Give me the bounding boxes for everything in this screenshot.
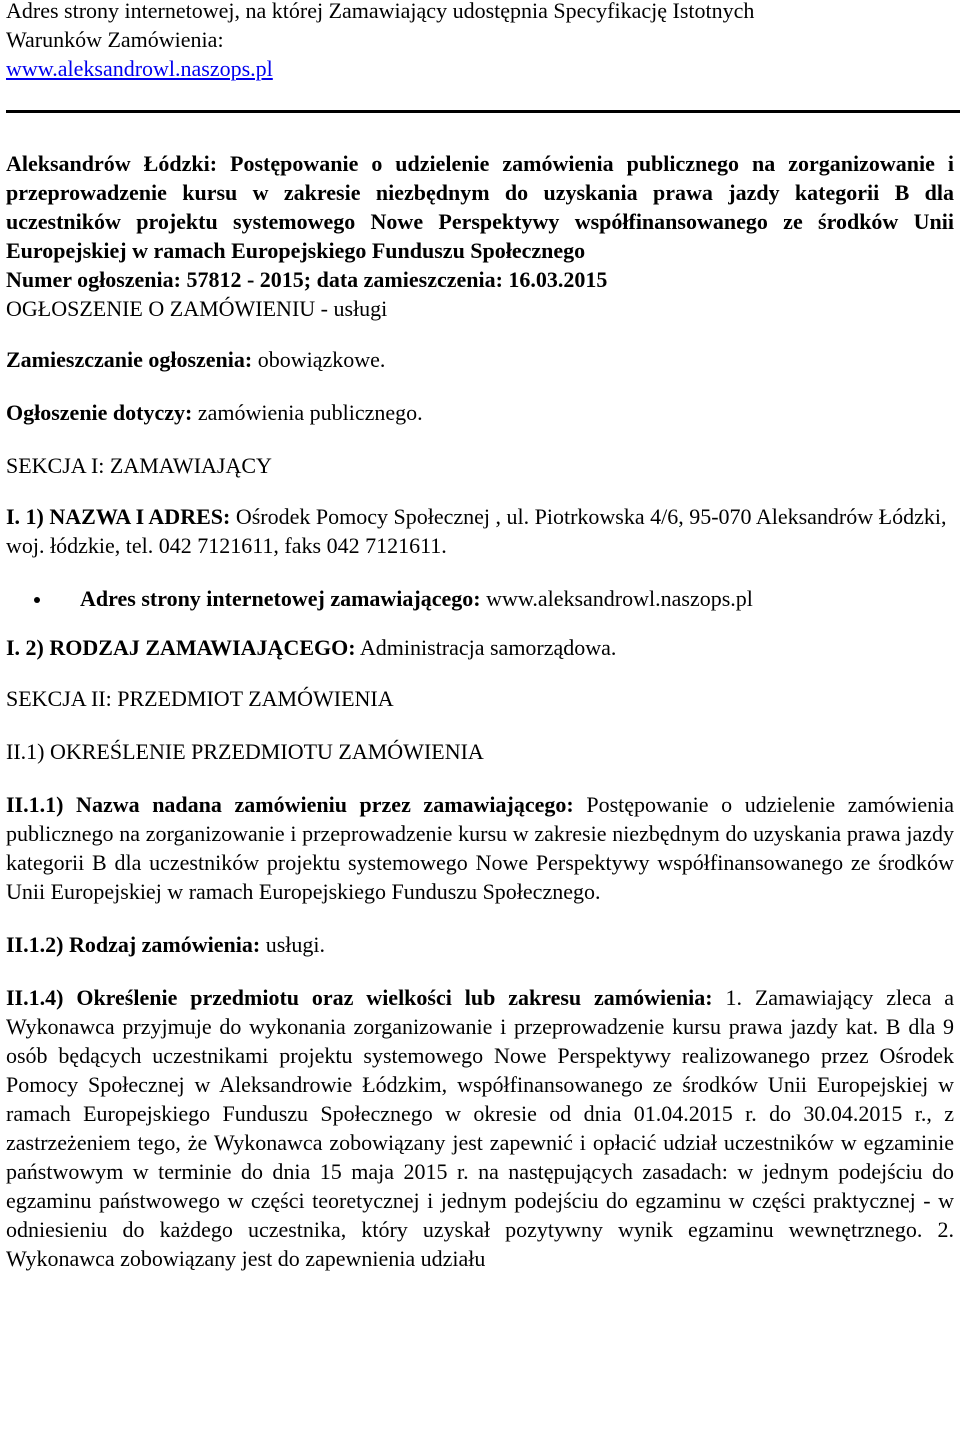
contract-name-paragraph: [6, 790, 954, 906]
notice-number-line: Numer ogłoszenia: 57812 - 2015; data zamieszczenia: 16.03.2015: [6, 267, 608, 292]
website-label: Adres strony internetowej zamawiającego:: [80, 586, 481, 611]
contract-scope-value: 1. Zamawiający zleca a Wykonawca przyjmuje do wykonania zorganizowanie i przeprowadzenie kursu prawa jazdy kat. B dla 9 osób będących uczestnikami projektu systemowego Nowe Perspektywy realizowanego przez Ośrodek Pomocy Społecznej w Aleksandrowie Łódzkim, współfinansowanego ze środków Unii Europejskiej w ramach Europejskiego Funduszu Społecznego w okresie od dnia 01.04.2015 r. do 30.04.2015 r., z zastrzeżeniem tego, że Wykonawca zobowiązany jest zapewnić i opłacić udział uczestników w egzaminie państwowym w terminie do dnia 15 maja 2015 r. na następujących zasadach: w jednym podejściu do egzaminu państwowego w części teoretycznej i jednym podejściu do egzaminu w części praktycznej - w odniesieniu do każdego uczestnika, który uzyskał pozytywny wynik egzaminu wewnętrznego. 2. Wykonawca zobowiązany jest do zapewnienia udziału: [6, 985, 955, 1271]
concerns-label: Ogłoszenie dotyczy:: [6, 400, 193, 425]
contracting-authority-name: [6, 502, 954, 560]
authority-type-line: [6, 633, 954, 662]
contract-kind-value: usługi.: [265, 932, 325, 957]
intro-text-line-2: Warunków Zamówienia:: [6, 27, 224, 52]
contract-kind-line: [6, 930, 954, 959]
placement-value: obowiązkowe.: [257, 347, 386, 372]
website-value: www.aleksandrowl.naszops.pl: [486, 586, 753, 611]
subject-subheading: II.1) OKREŚLENIE PRZEDMIOTU ZAMÓWIENIA: [6, 739, 484, 764]
document-page: [6, 0, 954, 1273]
concerns-value: zamówienia publicznego.: [197, 400, 423, 425]
concerns-line: [6, 398, 954, 427]
website-list-item: [6, 584, 954, 613]
horizontal-divider: [6, 110, 960, 113]
contract-kind-label: II.1.2) Rodzaj zamówienia:: [6, 932, 261, 957]
notice-type: OGŁOSZENIE O ZAMÓWIENIU - usługi: [6, 296, 388, 321]
placement-label: Zamieszczanie ogłoszenia:: [6, 347, 253, 372]
contract-name-value: Postępowanie o udzielenie zamówienia publicznego na zorganizowanie i przeprowadzenie kursu w zakresie niezbędnym do uzyskania prawa jazdy kategorii B dla uczestników projektu systemowego Nowe Perspektywy współfinansowanego ze środków Unii Europejskiej w ramach Europejskiego Funduszu Społecznego.: [6, 792, 955, 904]
authority-type-label: I. 2) RODZAJ ZAMAWIAJĄCEGO:: [6, 635, 356, 660]
bullet-icon: [34, 597, 40, 603]
authority-type-value: Administracja samorządowa.: [359, 635, 617, 660]
authority-name-value: Ośrodek Pomocy Społecznej , ul. Piotrkowska 4/6, 95-070 Aleksandrów Łódzki, woj. łódzkie, tel. 042 7121611, faks 042 7121611.: [6, 504, 947, 558]
contract-name-label: II.1.1) Nazwa nadana zamówieniu przez zamawiającego:: [6, 792, 574, 817]
contract-scope-paragraph: [6, 983, 954, 1273]
section-1-heading: SEKCJA I: ZAMAWIAJĄCY: [6, 453, 272, 478]
notice-title: Aleksandrów Łódzki: Postępowanie o udzielenie zamówienia publicznego na zorganizowanie i przeprowadzenie kursu w zakresie niezbędnym do uzyskania prawa jazdy kategorii B dla uczestników projektu systemowego Nowe Perspektywy współfinansowanego ze środków Unii Europejskiej w ramach Europejskiego Funduszu Społecznego: [6, 151, 954, 263]
contract-scope-label: II.1.4) Określenie przedmiotu oraz wielkości lub zakresu zamówienia:: [6, 985, 713, 1010]
section-2-heading: SEKCJA II: PRZEDMIOT ZAMÓWIENIA: [6, 686, 394, 711]
intro-text-line-1: Adres strony internetowej, na której Zamawiający udostępnia Specyfikację Istotnych: [6, 0, 755, 23]
authority-name-label: I. 1) NAZWA I ADRES:: [6, 504, 231, 529]
placement-line: [6, 345, 954, 374]
document-header: [6, 0, 954, 83]
siwz-url-link[interactable]: www.aleksandrowl.naszops.pl: [6, 56, 273, 81]
